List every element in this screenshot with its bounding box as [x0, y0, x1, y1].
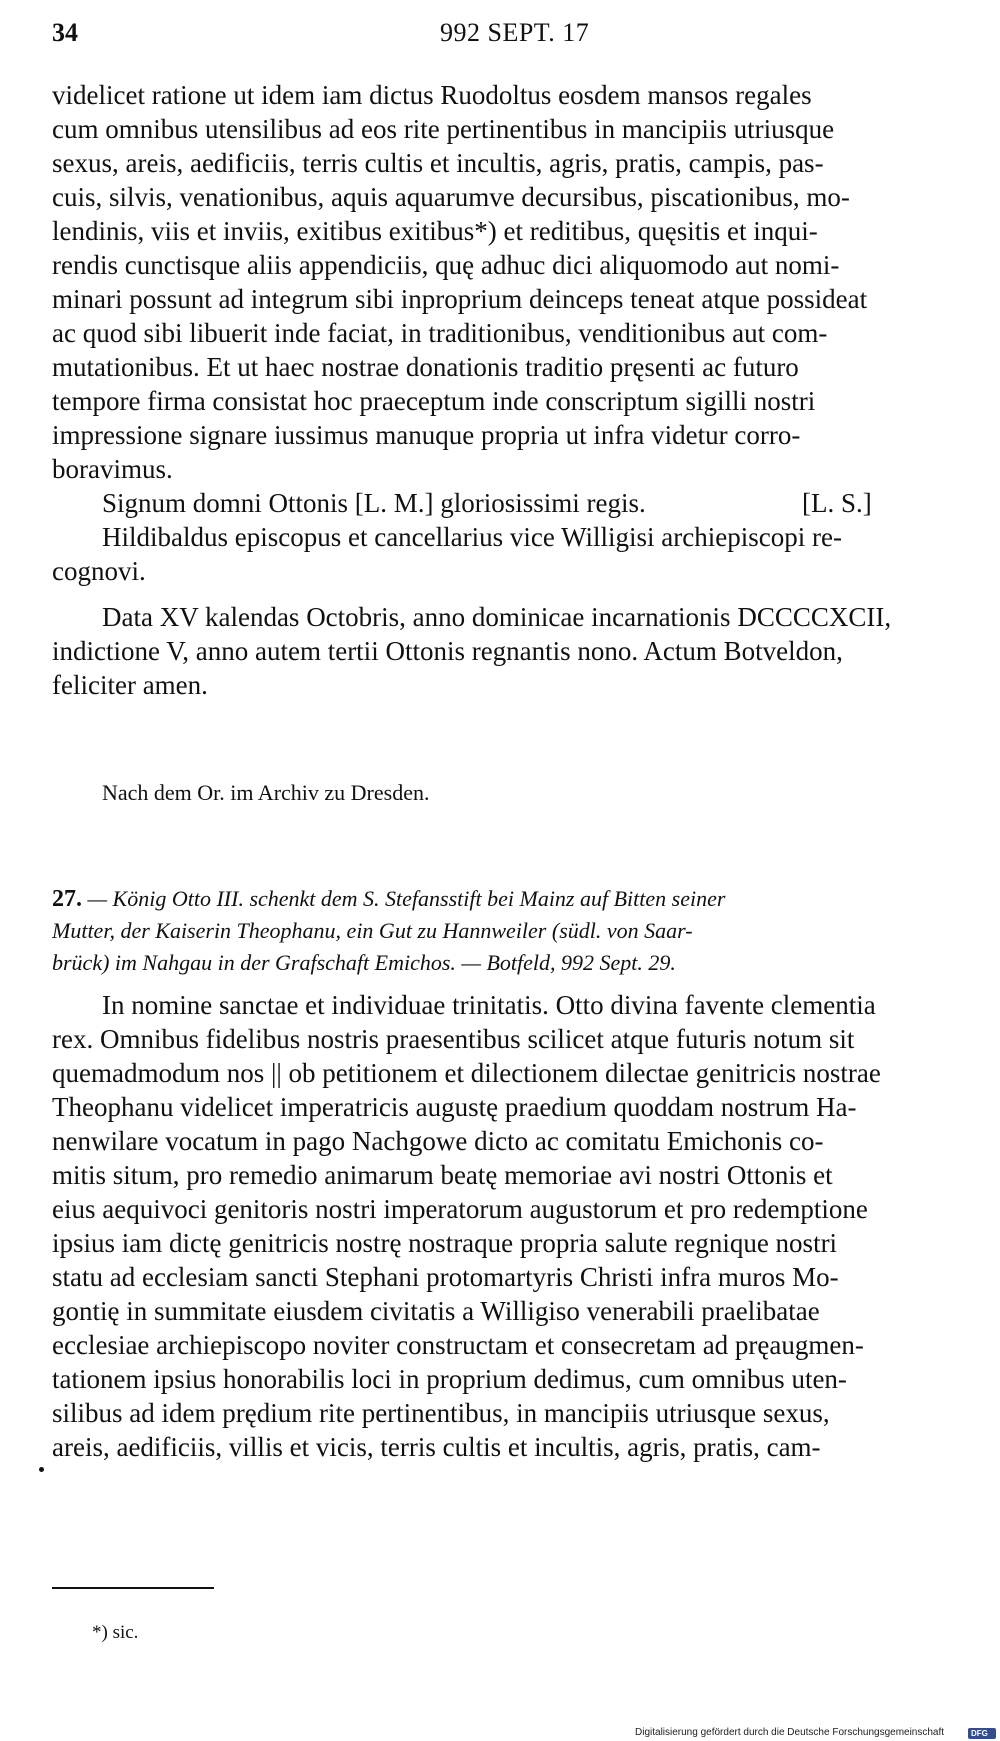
dfg-logo-text: DFG: [971, 1729, 988, 1738]
text-line: videlicet ratione ut idem iam dictus Ruodoltus eosdem mansos regales: [52, 80, 812, 110]
dfg-logo: [968, 1728, 996, 1739]
text-line: tempore firma consistat hoc praeceptum inde conscriptum sigilli nostri: [52, 386, 816, 416]
text-line: ac quod sibi libuerit inde faciat, in traditionibus, venditionibus aut com-: [52, 318, 828, 348]
signum-line: Signum domni Ottonis [L. M.] gloriosissimi regis.: [102, 488, 646, 518]
heading-line: Mutter, der Kaiserin Theophanu, ein Gut zu Hannweiler (südl. von Saar-: [52, 918, 693, 943]
text-line: ecclesiae archiepiscopo noviter constructam et consecretam ad pręaugmen-: [52, 1330, 864, 1360]
text-line: nenwilare vocatum in pago Nachgowe dicto ac comitatu Emichonis co-: [52, 1126, 824, 1156]
text-line: tationem ipsius honorabilis loci in proprium dedimus, cum omnibus uten-: [52, 1364, 847, 1394]
footnote-rule: [52, 1587, 214, 1589]
running-head: [52, 18, 922, 58]
dating-line: Data XV kalendas Octobris, anno dominicae incarnationis DCCCCXCII,: [102, 602, 892, 632]
running-title: 992 SEPT. 17: [440, 18, 590, 47]
text-line: mutationibus. Et ut haec nostrae donationis traditio pręsenti ac futuro: [52, 352, 799, 382]
text-line: cum omnibus utensilibus ad eos rite pertinentibus in mancipiis utriusque: [52, 114, 835, 144]
text-line: gontię in summitate eiusdem civitatis a Willigiso venerabili praelibatae: [52, 1296, 820, 1326]
margin-dot: [39, 1467, 44, 1472]
text-line: impressione signare iussimus manuque propria ut infra videtur corro-: [52, 420, 801, 450]
text-line: areis, aedificiis, villis et vicis, terris cultis et incultis, agris, pratis, cam-: [52, 1432, 821, 1462]
text-line: silibus ad idem prędium rite pertinentibus, in mancipiis utriusque sexus,: [52, 1398, 830, 1428]
heading-text: — König Otto III. schenkt dem S. Stefansstift bei Mainz auf Bitten seiner: [87, 886, 726, 911]
text-line: sexus, areis, aedificiis, terris cultis et incultis, agris, pratis, campis, pas-: [52, 148, 824, 178]
charter-number: 27.: [52, 886, 82, 912]
text-line: rex. Omnibus fidelibus nostris praesentibus scilicet atque futuris notum sit: [52, 1024, 855, 1054]
page-number: 34: [52, 18, 78, 47]
text-line: cuis, silvis, venationibus, aquis aquarumve decursibus, piscationibus, mo-: [52, 182, 850, 212]
dating-line: indictione V, anno autem tertii Ottonis regnantis nono. Actum Botveldon,: [52, 636, 843, 666]
text-line: boravimus.: [52, 454, 173, 484]
recognition-line: cognovi.: [52, 556, 146, 586]
seal-mark: [L. S.]: [802, 488, 872, 518]
text-line: mitis situm, pro remedio animarum beatę memoriae avi nostri Ottonis et: [52, 1160, 833, 1190]
text-line: rendis cunctisque aliis appendiciis, quę adhuc dici aliquomodo aut nomi-: [52, 250, 840, 280]
text-line: Theophanu videlicet imperatricis augustę praedium quoddam nostrum Ha-: [52, 1092, 857, 1122]
digitization-note: Digitalisierung gefördert durch die Deutsche Forschungsgemeinschaft: [635, 1727, 945, 1738]
text-line: minari possunt ad integrum sibi inproprium deinceps teneat atque possideat: [52, 284, 868, 314]
text-line: quemadmodum nos || ob petitionem et dilectionem dilectae genitricis nostrae: [52, 1058, 881, 1088]
heading-line: brück) im Nahgau in der Grafschaft Emichos. — Botfeld, 992 Sept. 29.: [52, 950, 676, 975]
text-line: ipsius iam dictę genitricis nostrę nostraque propria salute regnique nostri: [52, 1228, 838, 1258]
text-line: In nomine sanctae et individuae trinitatis. Otto divina favente clementia: [102, 990, 876, 1020]
text-line: statu ad ecclesiam sancti Stephani protomartyris Christi infra muros Mo-: [52, 1262, 839, 1292]
recognition-line: Hildibaldus episcopus et cancellarius vice Willigisi archiepiscopi re-: [102, 522, 842, 552]
text-line: eius aequivoci genitoris nostri imperatorum augustorum et pro redemptione: [52, 1194, 868, 1224]
heading-line: [52, 883, 725, 915]
source-note: Nach dem Or. im Archiv zu Dresden.: [102, 780, 430, 805]
footnote: *) sic.: [92, 1622, 139, 1643]
dating-line: feliciter amen.: [52, 670, 208, 700]
text-line: lendinis, viis et inviis, exitibus exitibus*) et reditibus, quęsitis et inqui-: [52, 216, 818, 246]
